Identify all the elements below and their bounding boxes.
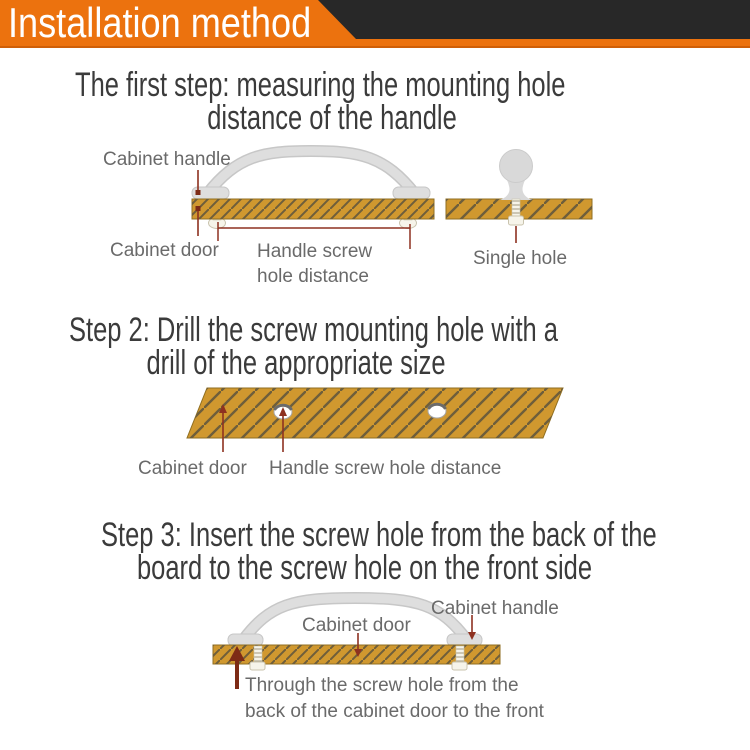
step2-heading-line1: Step 2: Drill the screw mounting hole with a bbox=[69, 311, 558, 349]
label-cabinet-door: Cabinet door bbox=[138, 458, 247, 479]
label-through-note-line1: Through the screw hole from the bbox=[245, 675, 519, 696]
label-screw-distance-line2: hole distance bbox=[257, 266, 369, 287]
step2-heading-line2: drill of the appropriate size bbox=[146, 344, 446, 382]
label-cabinet-door: Cabinet door bbox=[110, 240, 219, 261]
label-screw-distance-line1: Handle screw bbox=[257, 241, 373, 262]
label-cabinet-handle: Cabinet handle bbox=[103, 149, 231, 170]
drill-hole-icon bbox=[428, 404, 446, 418]
label-single-hole: Single hole bbox=[473, 248, 568, 269]
step3-heading-line1: Step 3: Insert the screw hole from the back of the bbox=[101, 516, 657, 554]
page-title: Installation method bbox=[8, 0, 312, 46]
step3-heading-line2: board to the screw hole on the front side bbox=[137, 549, 593, 587]
cabinet-door-board bbox=[192, 199, 434, 219]
label-screw-distance: Handle screw hole distance bbox=[269, 458, 502, 479]
cabinet-handle-pointer-arrow bbox=[196, 170, 201, 195]
label-cabinet-door: Cabinet door bbox=[302, 615, 411, 636]
step1-diagram bbox=[192, 150, 592, 250]
screw-icon bbox=[512, 199, 520, 218]
cabinet-door-pointer-arrow bbox=[196, 206, 201, 236]
step2-diagram bbox=[187, 388, 563, 452]
label-cabinet-handle: Cabinet handle bbox=[431, 598, 559, 619]
step1-heading-line1: The first step: measuring the mounting hole bbox=[75, 66, 566, 104]
label-through-note-line2: back of the cabinet door to the front bbox=[245, 701, 544, 722]
cabinet-door-board bbox=[187, 388, 563, 438]
screw-nut-icon bbox=[509, 216, 524, 225]
step1-heading-line2: distance of the handle bbox=[207, 99, 457, 137]
knob-graphic bbox=[499, 150, 533, 244]
